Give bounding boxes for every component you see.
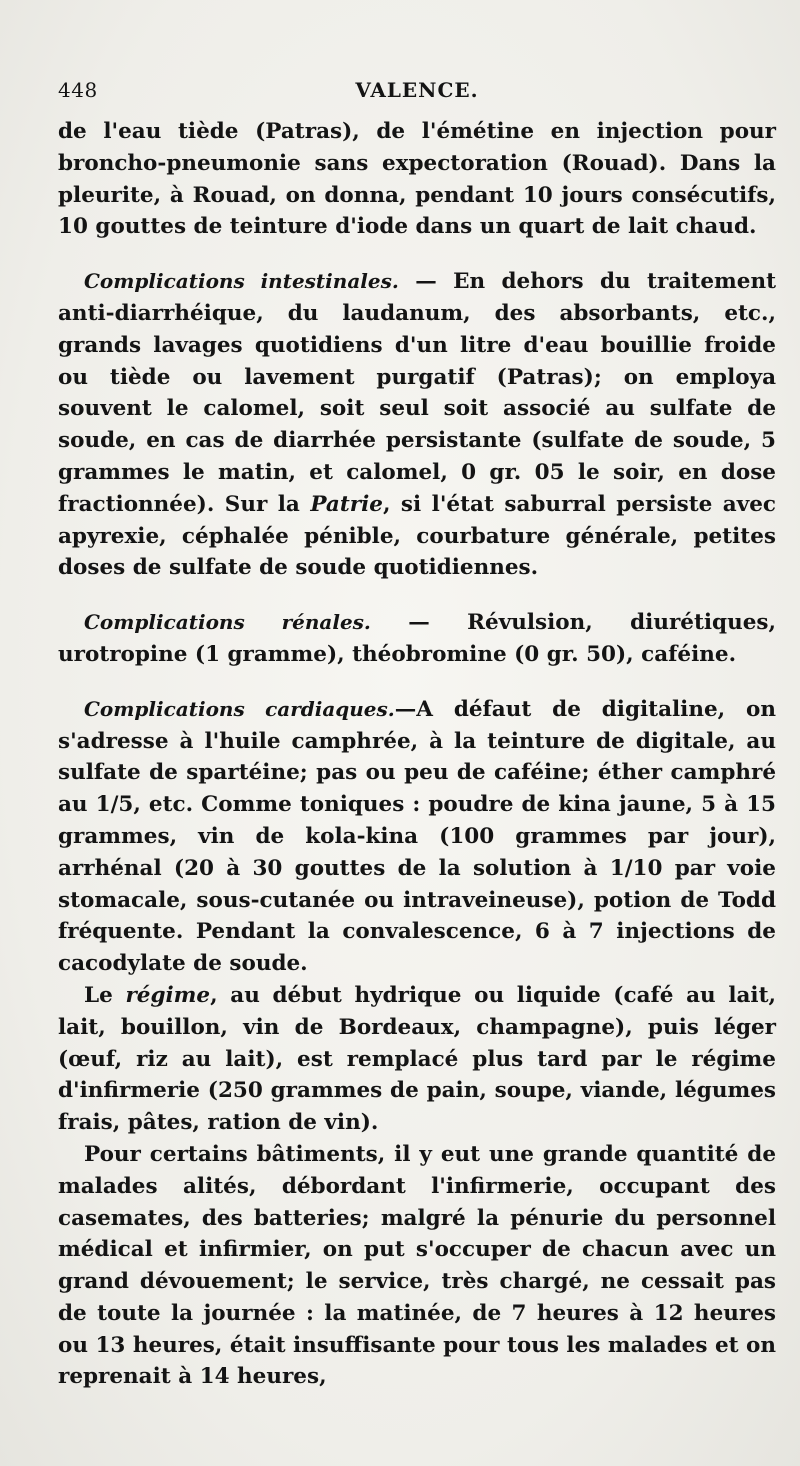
section-rubric-renal: Complications rénales. [84,610,371,635]
section-rubric-cardiac: Complications cardiaques. [84,696,395,721]
paragraph-ships-service: Pour certains bâtiments, il y eut une grande quantité de malades alités, débordant l'infirmerie, occupant des casemates, des batteries; malgré la pénurie du personnel médical et infirmier, on put s'occuper de chacun avec un grand dévouement; le service, très chargé, ne cessait pas de toute la journée : la matinée, de 7 heures à 12 heures ou 13 heures, était insuffisante pour tous les malades et on reprenait à 14 heures, [58,1141,777,1390]
running-head [58,78,776,108]
paragraph-diet: Le régime, au début hydrique ou liquide (café au lait, lait, bouillon, vin de Bordeaux, champagne), puis léger (œuf, riz au lait), est remplacé plus tard par le régime d'infirmerie (250 grammes de pain, soupe, viande, légumes frais, pâtes, ration de vin). [58,982,777,1136]
paragraph-continuation: de l'eau tiède (Patras), de l'émétine en injection pour broncho-pneumonie sans expectoration (Rouad). Dans la pleurite, à Rouad, on donna, pendant 10 jours consécutifs, 10 gouttes de teinture d'iode dans un quart de lait chaud. [58,119,776,240]
paragraph-cardiac-complications: Complications cardiaques.—A défaut de digitaline, on s'adresse à l'huile camphrée, à la teinture de digitale, au sulfate de spartéine; pas ou peu de caféine; éther camphré au 1/5, etc. Comme toniques : poudre de kina jaune, 5 à 15 grammes, vin de kola-kina (100 grammes par jour), arrhénal (20 à 30 gouttes de la solution à 1/10 par voie stomacale, sous-cutanée ou intraveineuse), potion de Todd fréquente. Pendant la convalescence, 6 à 7 injections de cacodylate de soude. [58,696,776,977]
ship-name-patrie: Patrie [310,491,383,517]
section-rubric-intestinal: Complications intestinales. [84,269,399,294]
body-text [58,116,776,1393]
term-regime: régime [125,982,211,1008]
running-title: VALENCE. [355,78,479,102]
page-number: 448 [58,78,98,102]
paragraph-renal-complications: Complications rénales. — Révulsion, diurétiques, urotropine (1 gramme), théobromine (0 gr. 50), caféine. [58,610,776,667]
paragraph-intestinal-complications: Complications intestinales. — En dehors du traitement anti-diarrhéique, du laudanum, des absorbants, etc., grands lavages quotidiens d'un litre d'eau bouillie froide ou tiède ou lavement purgatif (Patras); on employa souvent le calomel, soit seul soit associé au sulfate de soude, en cas de diarrhée persistante (sulfate de soude, 5 grammes le matin, et calomel, 0 gr. 05 le soir, en dose fractionnée). Sur la Patrie, si l'état saburral persiste avec apyrexie, céphalée pénible, courbature générale, petites doses de sulfate de soude quotidiennes. [58,269,777,581]
